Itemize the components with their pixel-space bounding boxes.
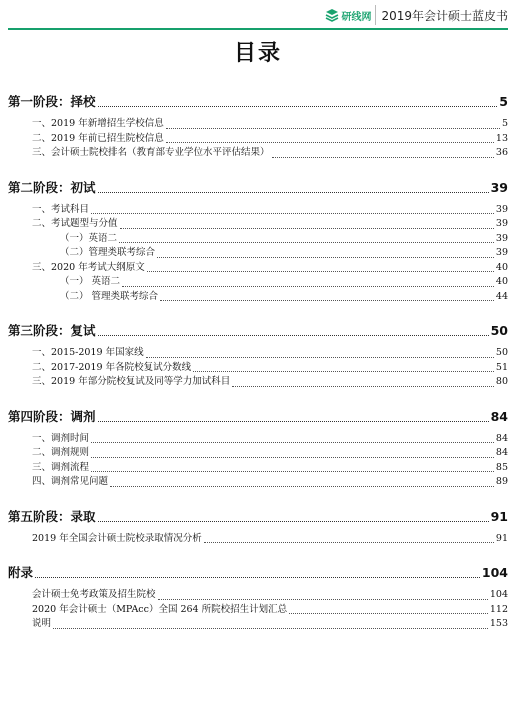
section-title: 第四阶段：调剂 — [8, 408, 96, 424]
entry-title: 三、调剂流程 — [32, 461, 90, 473]
toc-entry[interactable] — [8, 117, 508, 132]
entry-page-number: 84 — [495, 447, 508, 458]
entry-title: 说明 — [32, 618, 52, 629]
toc-entry[interactable] — [8, 275, 508, 290]
dot-leader — [91, 471, 494, 472]
toc-entry[interactable] — [8, 261, 508, 276]
header-title: 2019年会计硕士蓝皮书 — [381, 8, 508, 23]
dot-leader — [98, 335, 489, 336]
section-page-number: 39 — [490, 179, 508, 195]
toc-entries — [8, 346, 508, 390]
entry-page-number: 40 — [495, 276, 508, 287]
dot-leader — [158, 599, 488, 600]
dot-leader — [120, 228, 494, 229]
section-title: 第三阶段：复试 — [8, 323, 96, 338]
toc-section-heading[interactable] — [8, 321, 508, 340]
toc-entries — [8, 432, 508, 490]
toc-entry[interactable] — [8, 346, 508, 361]
section-title: 第一阶段：择校 — [8, 94, 96, 109]
dot-leader — [122, 286, 494, 287]
toc-entry[interactable] — [8, 446, 508, 461]
entry-page-number: 89 — [495, 476, 508, 487]
dot-leader — [35, 577, 480, 578]
dot-leader — [232, 386, 494, 387]
entry-page-number: 40 — [495, 261, 508, 273]
toc-entry[interactable] — [8, 375, 508, 390]
dot-leader — [119, 242, 494, 243]
dot-leader — [166, 128, 500, 129]
toc-section — [8, 178, 508, 305]
brand — [321, 5, 508, 25]
toc-entry[interactable] — [8, 361, 508, 376]
toc-section-heading[interactable] — [8, 407, 508, 426]
entry-title: 三、2019 年部分院校复试及同等学力加试科目 — [32, 376, 231, 387]
page-header — [0, 0, 516, 30]
toc-entry[interactable] — [8, 232, 508, 247]
entry-page-number: 36 — [495, 147, 508, 158]
section-page-number: 50 — [490, 323, 508, 338]
dot-leader — [91, 213, 494, 214]
toc-entry[interactable] — [8, 532, 508, 547]
entry-page-number: 153 — [489, 618, 508, 629]
dot-leader — [110, 486, 494, 487]
dot-leader — [157, 257, 494, 258]
header-divider — [8, 28, 508, 30]
dot-leader — [160, 300, 494, 301]
dot-leader — [193, 371, 494, 372]
section-page-number: 5 — [499, 94, 508, 109]
page-title: 目录 — [233, 41, 282, 66]
toc-entry[interactable] — [8, 475, 508, 490]
entry-title: 2020 年会计硕士（MPAcc）全国 264 所院校招生计划汇总 — [32, 603, 288, 615]
entry-page-number: 5 — [501, 118, 508, 129]
entry-title: （二）管理类联考综合 — [60, 247, 156, 258]
entry-title: 2019 年全国会计硕士院校录取情况分析 — [32, 532, 202, 544]
toc-section-heading[interactable] — [8, 178, 508, 197]
dot-leader — [91, 457, 494, 458]
entry-page-number: 91 — [495, 532, 508, 544]
toc-entries — [8, 588, 508, 632]
entry-page-number: 39 — [495, 218, 508, 229]
toc-section — [8, 321, 508, 390]
dot-leader — [53, 628, 488, 629]
dot-leader — [204, 542, 494, 543]
toc-section — [8, 407, 508, 490]
entry-page-number: 44 — [495, 290, 508, 302]
entry-title: （二） 管理类联考综合 — [60, 290, 159, 302]
entry-page-number: 39 — [495, 232, 508, 244]
toc-entry[interactable] — [8, 588, 508, 603]
dot-leader — [98, 421, 489, 422]
toc-section-heading[interactable] — [8, 563, 508, 582]
toc-entry[interactable] — [8, 132, 508, 147]
dot-leader — [147, 271, 494, 272]
entry-title: 四、调剂常见问题 — [32, 476, 109, 487]
section-page-number: 84 — [490, 408, 508, 424]
entry-page-number: 112 — [489, 603, 508, 615]
entry-page-number: 104 — [489, 589, 508, 600]
entry-title: 三、会计硕士院校排名（教育部专业学位水平评估结果） — [32, 147, 270, 158]
entry-title: 一、2019 年新增招生学校信息 — [32, 118, 164, 129]
entry-title: 会计硕士免考政策及招生院校 — [32, 589, 156, 600]
section-title: 第五阶段：录取 — [8, 508, 96, 524]
toc-section-heading[interactable] — [8, 92, 508, 111]
entry-page-number: 84 — [495, 432, 508, 444]
toc-entry[interactable] — [8, 461, 508, 476]
toc-entry[interactable] — [8, 290, 508, 305]
toc-section — [8, 92, 508, 161]
toc-entry[interactable] — [8, 432, 508, 447]
entry-page-number: 39 — [495, 203, 508, 215]
toc-entry[interactable] — [8, 617, 508, 632]
dot-leader — [272, 157, 494, 158]
entry-page-number: 50 — [495, 347, 508, 358]
toc-entry[interactable] — [8, 603, 508, 618]
dot-leader — [91, 442, 494, 443]
section-page-number: 104 — [481, 565, 508, 580]
toc-entry[interactable] — [8, 146, 508, 161]
section-title: 附录 — [8, 565, 34, 580]
entry-page-number: 85 — [495, 461, 508, 473]
toc-entries — [8, 117, 508, 161]
dot-leader — [146, 357, 494, 358]
dot-leader — [289, 613, 488, 614]
logo — [321, 5, 376, 25]
table-of-contents — [8, 92, 508, 649]
entry-page-number: 80 — [495, 376, 508, 387]
toc-section-heading[interactable] — [8, 507, 508, 526]
entry-title: 一、2015-2019 年国家线 — [32, 347, 144, 358]
entry-title: 二、2019 年前已招生院校信息 — [32, 132, 164, 144]
entry-page-number: 39 — [495, 247, 508, 258]
dot-leader — [166, 142, 494, 143]
entry-title: （一） 英语二 — [60, 276, 121, 287]
section-page-number: 91 — [490, 508, 508, 524]
section-title: 第二阶段：初试 — [8, 179, 96, 195]
entry-title: 二、2017-2019 年各院校复试分数线 — [32, 361, 192, 373]
toc-entry[interactable] — [8, 203, 508, 218]
toc-entries — [8, 532, 508, 547]
dot-leader — [98, 106, 498, 107]
entry-title: 一、考试科目 — [32, 203, 90, 215]
entry-title: 三、2020 年考试大纲原文 — [32, 261, 145, 273]
entry-page-number: 51 — [495, 361, 508, 373]
entry-title: 二、考试题型与分值 — [32, 218, 118, 229]
entry-title: 一、调剂时间 — [32, 432, 90, 444]
entry-title: 二、调剂规则 — [32, 447, 90, 458]
dot-leader — [98, 521, 489, 522]
entry-page-number: 13 — [495, 132, 508, 144]
toc-section — [8, 507, 508, 547]
entry-title: （一）英语二 — [60, 232, 118, 244]
toc-entry[interactable] — [8, 217, 508, 232]
toc-entry[interactable] — [8, 246, 508, 261]
toc-section — [8, 563, 508, 632]
logo-text: 研线网 — [341, 11, 372, 23]
dot-leader — [98, 192, 489, 193]
toc-entries — [8, 203, 508, 305]
logo-book-icon — [325, 8, 339, 22]
